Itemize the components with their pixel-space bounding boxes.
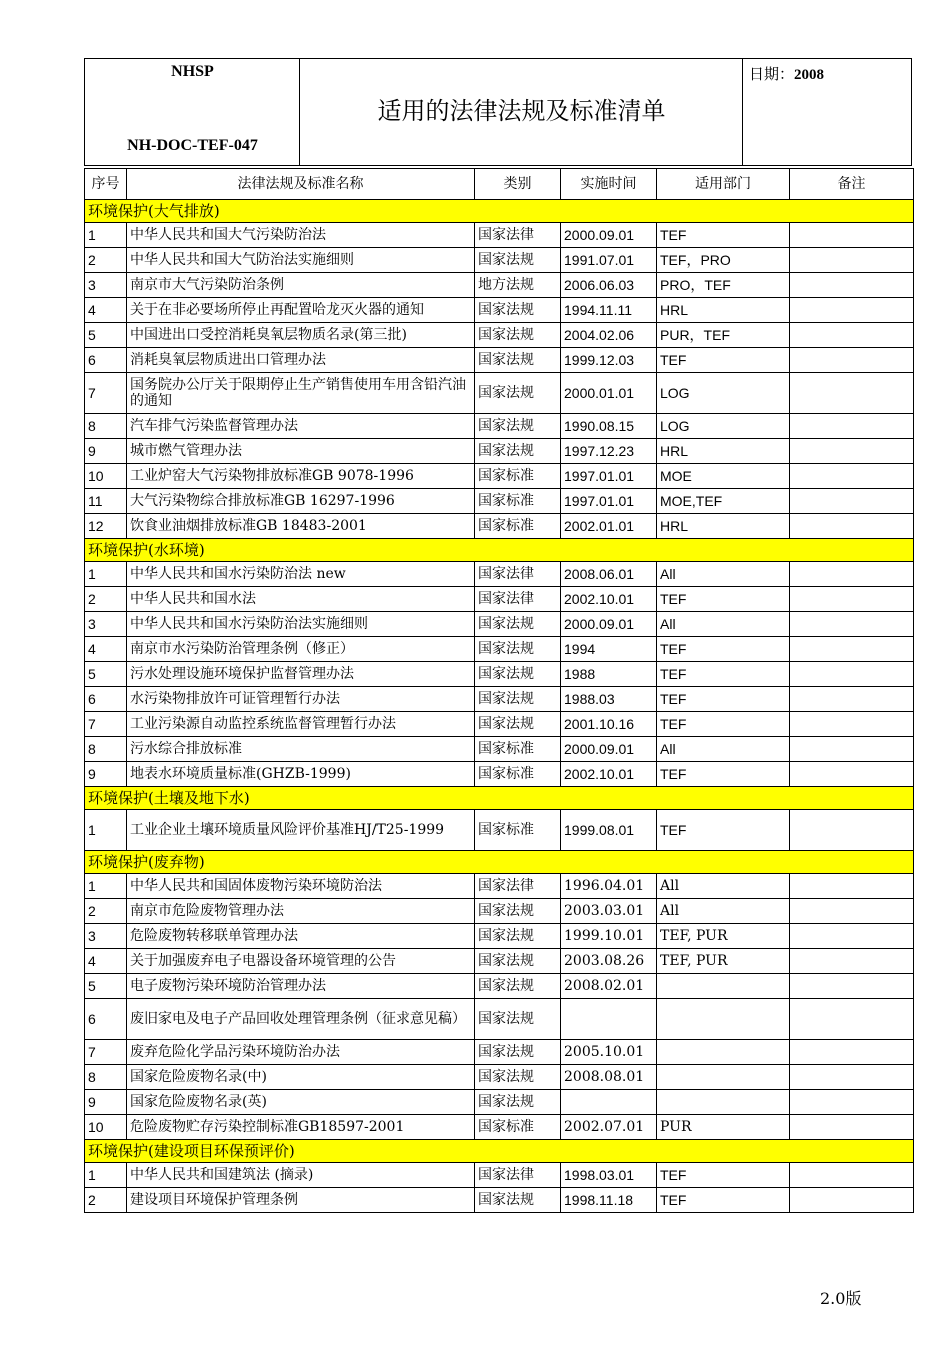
effective-date: 2003.08.26 xyxy=(561,949,657,974)
applicable-department: PRO，TEF xyxy=(657,273,790,298)
remark xyxy=(790,514,914,539)
col-header-type: 类别 xyxy=(475,169,561,200)
regulation-name: 饮食业油烟排放标准GB 18483-2001 xyxy=(127,514,475,539)
applicable-department xyxy=(657,1065,790,1090)
remark xyxy=(790,1188,914,1213)
regulation-type: 地方法规 xyxy=(475,273,561,298)
regulation-name: 城市燃气管理办法 xyxy=(127,439,475,464)
effective-date: 2004.02.06 xyxy=(561,323,657,348)
row-number: 1 xyxy=(85,1163,127,1188)
applicable-department: MOE xyxy=(657,464,790,489)
row-number: 3 xyxy=(85,924,127,949)
effective-date: 2002.01.01 xyxy=(561,514,657,539)
applicable-department: HRL xyxy=(657,298,790,323)
remark xyxy=(790,949,914,974)
regulation-type: 国家法规 xyxy=(475,323,561,348)
section-title: 环境保护(大气排放) xyxy=(85,200,914,223)
regulation-type: 国家标准 xyxy=(475,514,561,539)
section-title: 环境保护(废弃物) xyxy=(85,851,914,874)
section-header-row xyxy=(85,851,914,874)
row-number: 4 xyxy=(85,949,127,974)
applicable-department: PUR xyxy=(657,1115,790,1140)
table-row xyxy=(85,974,914,999)
applicable-department xyxy=(657,1090,790,1115)
applicable-department: TEF xyxy=(657,1188,790,1213)
col-header-no: 序号 xyxy=(85,169,127,200)
regulation-type: 国家法规 xyxy=(475,1188,561,1213)
remark xyxy=(790,637,914,662)
effective-date xyxy=(561,999,657,1040)
effective-date: 2003.03.01 xyxy=(561,899,657,924)
regulation-type: 国家法规 xyxy=(475,1090,561,1115)
row-number: 1 xyxy=(85,223,127,248)
regulation-name: 中华人民共和国水污染防治法 new xyxy=(127,562,475,587)
regulation-name: 建设项目环境保护管理条例 xyxy=(127,1188,475,1213)
effective-date: 1990.08.15 xyxy=(561,414,657,439)
row-number: 7 xyxy=(85,712,127,737)
row-number: 7 xyxy=(85,373,127,414)
table-row xyxy=(85,687,914,712)
effective-date: 1999.10.01 xyxy=(561,924,657,949)
row-number: 10 xyxy=(85,464,127,489)
regulation-name: 中华人民共和国水法 xyxy=(127,587,475,612)
table-row xyxy=(85,439,914,464)
table-row xyxy=(85,949,914,974)
remark xyxy=(790,1065,914,1090)
remark xyxy=(790,298,914,323)
remark xyxy=(790,464,914,489)
remark xyxy=(790,1040,914,1065)
table-row xyxy=(85,737,914,762)
table-row xyxy=(85,464,914,489)
col-header-note: 备注 xyxy=(790,169,914,200)
effective-date: 2005.10.01 xyxy=(561,1040,657,1065)
regulation-type: 国家法律 xyxy=(475,874,561,899)
effective-date: 2008.02.01 xyxy=(561,974,657,999)
regulation-name: 汽车排气污染监督管理办法 xyxy=(127,414,475,439)
remark xyxy=(790,712,914,737)
effective-date: 1997.12.23 xyxy=(561,439,657,464)
applicable-department: TEF xyxy=(657,223,790,248)
regulation-name: 国务院办公厅关于限期停止生产销售使用车用含铅汽油的通知 xyxy=(127,373,475,414)
applicable-department: TEF xyxy=(657,712,790,737)
remark xyxy=(790,373,914,414)
table-row xyxy=(85,298,914,323)
applicable-department: All xyxy=(657,874,790,899)
applicable-department: All xyxy=(657,899,790,924)
regulation-type: 国家标准 xyxy=(475,737,561,762)
table-row xyxy=(85,373,914,414)
remark xyxy=(790,762,914,787)
row-number: 8 xyxy=(85,737,127,762)
regulation-type: 国家法律 xyxy=(475,587,561,612)
row-number: 2 xyxy=(85,248,127,273)
remark xyxy=(790,414,914,439)
effective-date: 2000.01.01 xyxy=(561,373,657,414)
effective-date: 2000.09.01 xyxy=(561,612,657,637)
row-number: 10 xyxy=(85,1115,127,1140)
effective-date: 1998.11.18 xyxy=(561,1188,657,1213)
regulation-name: 中华人民共和国建筑法 (摘录) xyxy=(127,1163,475,1188)
table-row xyxy=(85,762,914,787)
table-row xyxy=(85,273,914,298)
regulation-name: 南京市水污染防治管理条例（修正） xyxy=(127,637,475,662)
regulation-name: 中华人民共和国水污染防治法实施细则 xyxy=(127,612,475,637)
remark xyxy=(790,489,914,514)
applicable-department: TEF, PUR xyxy=(657,949,790,974)
regulation-name: 南京市大气污染防治条例 xyxy=(127,273,475,298)
row-number: 9 xyxy=(85,1090,127,1115)
effective-date: 2002.07.01 xyxy=(561,1115,657,1140)
row-number: 1 xyxy=(85,874,127,899)
row-number: 8 xyxy=(85,1065,127,1090)
remark xyxy=(790,974,914,999)
remark xyxy=(790,662,914,687)
table-row xyxy=(85,348,914,373)
regulation-name: 污水综合排放标准 xyxy=(127,737,475,762)
regulation-type: 国家法规 xyxy=(475,712,561,737)
remark xyxy=(790,562,914,587)
regulation-type: 国家标准 xyxy=(475,489,561,514)
row-number: 12 xyxy=(85,514,127,539)
table-row xyxy=(85,514,914,539)
remark xyxy=(790,348,914,373)
table-row xyxy=(85,999,914,1040)
regulation-name: 工业污染源自动监控系统监督管理暂行办法 xyxy=(127,712,475,737)
effective-date: 1994 xyxy=(561,637,657,662)
regulation-name: 南京市危险废物管理办法 xyxy=(127,899,475,924)
table-row xyxy=(85,810,914,851)
remark xyxy=(790,874,914,899)
effective-date: 1996.04.01 xyxy=(561,874,657,899)
effective-date: 2000.09.01 xyxy=(561,223,657,248)
effective-date: 2000.09.01 xyxy=(561,737,657,762)
remark xyxy=(790,810,914,851)
regulation-type: 国家法规 xyxy=(475,298,561,323)
table-row xyxy=(85,1188,914,1213)
regulation-name: 消耗臭氧层物质进出口管理办法 xyxy=(127,348,475,373)
regulation-type: 国家标准 xyxy=(475,762,561,787)
table-row xyxy=(85,1163,914,1188)
table-row xyxy=(85,414,914,439)
regulation-type: 国家法规 xyxy=(475,1040,561,1065)
regulation-type: 国家法规 xyxy=(475,414,561,439)
regulation-name: 中华人民共和国大气污染防治法 xyxy=(127,223,475,248)
regulation-type: 国家法规 xyxy=(475,637,561,662)
section-header-row xyxy=(85,787,914,810)
effective-date: 2001.10.16 xyxy=(561,712,657,737)
row-number: 5 xyxy=(85,323,127,348)
table-row xyxy=(85,587,914,612)
page-title: 适用的法律法规及标准清单 xyxy=(377,97,666,125)
applicable-department: All xyxy=(657,737,790,762)
regulation-type: 国家法规 xyxy=(475,899,561,924)
table-row xyxy=(85,1090,914,1115)
table-row xyxy=(85,1115,914,1140)
regulation-type: 国家法规 xyxy=(475,949,561,974)
regulation-name: 污水处理设施环境保护监督管理办法 xyxy=(127,662,475,687)
effective-date: 2008.06.01 xyxy=(561,562,657,587)
applicable-department: TEF, PUR xyxy=(657,924,790,949)
row-number: 9 xyxy=(85,439,127,464)
regulation-type: 国家法律 xyxy=(475,562,561,587)
col-header-date: 实施时间 xyxy=(561,169,657,200)
table-row xyxy=(85,489,914,514)
col-header-name: 法律法规及标准名称 xyxy=(127,169,475,200)
table-row xyxy=(85,924,914,949)
remark xyxy=(790,687,914,712)
remark xyxy=(790,439,914,464)
effective-date: 1999.12.03 xyxy=(561,348,657,373)
remark xyxy=(790,899,914,924)
regulation-type: 国家标准 xyxy=(475,1115,561,1140)
regulation-name: 国家危险废物名录(英) xyxy=(127,1090,475,1115)
table-row xyxy=(85,223,914,248)
regulation-name: 中华人民共和国固体废物污染环境防治法 xyxy=(127,874,475,899)
remark xyxy=(790,587,914,612)
row-number: 3 xyxy=(85,612,127,637)
row-number: 9 xyxy=(85,762,127,787)
regulation-name: 中国进出口受控消耗臭氧层物质名录(第三批) xyxy=(127,323,475,348)
col-header-dept: 适用部门 xyxy=(657,169,790,200)
regulation-type: 国家法规 xyxy=(475,924,561,949)
remark xyxy=(790,924,914,949)
applicable-department xyxy=(657,1040,790,1065)
section-header-row xyxy=(85,200,914,223)
regulation-name: 国家危险废物名录(中) xyxy=(127,1065,475,1090)
regulation-type: 国家法规 xyxy=(475,439,561,464)
remark xyxy=(790,248,914,273)
regulation-type: 国家法规 xyxy=(475,1065,561,1090)
table-row xyxy=(85,323,914,348)
effective-date: 1988.03 xyxy=(561,687,657,712)
header-title-cell xyxy=(300,59,743,165)
remark xyxy=(790,999,914,1040)
date-value: 2008 xyxy=(794,67,825,83)
applicable-department: PUR，TEF xyxy=(657,323,790,348)
table-row xyxy=(85,662,914,687)
table-row xyxy=(85,712,914,737)
table-row xyxy=(85,874,914,899)
applicable-department: TEF xyxy=(657,810,790,851)
table-row xyxy=(85,1065,914,1090)
applicable-department xyxy=(657,974,790,999)
effective-date: 1991.07.01 xyxy=(561,248,657,273)
regulation-type: 国家法规 xyxy=(475,348,561,373)
regulation-type: 国家法规 xyxy=(475,612,561,637)
row-number: 6 xyxy=(85,348,127,373)
table-header-row xyxy=(85,169,914,200)
effective-date: 2002.10.01 xyxy=(561,762,657,787)
effective-date: 1994.11.11 xyxy=(561,298,657,323)
regulation-type: 国家法规 xyxy=(475,248,561,273)
regulation-type: 国家法规 xyxy=(475,999,561,1040)
header-left-cell xyxy=(85,59,300,165)
regulation-name: 工业炉窑大气污染物排放标准GB 9078-1996 xyxy=(127,464,475,489)
regulation-type: 国家法规 xyxy=(475,373,561,414)
remark xyxy=(790,323,914,348)
applicable-department: HRL xyxy=(657,439,790,464)
row-number: 2 xyxy=(85,587,127,612)
regulation-name: 关于在非必要场所停止再配置哈龙灭火器的通知 xyxy=(127,298,475,323)
row-number: 4 xyxy=(85,298,127,323)
version-label: 2.0版 xyxy=(820,1289,862,1308)
row-number: 6 xyxy=(85,999,127,1040)
applicable-department: HRL xyxy=(657,514,790,539)
applicable-department: LOG xyxy=(657,414,790,439)
row-number: 5 xyxy=(85,974,127,999)
document-header xyxy=(84,58,912,166)
row-number: 7 xyxy=(85,1040,127,1065)
regulation-name: 地表水环境质量标准(GHZB-1999) xyxy=(127,762,475,787)
regulation-type: 国家法规 xyxy=(475,974,561,999)
applicable-department: TEF xyxy=(657,662,790,687)
table-row xyxy=(85,562,914,587)
regulation-name: 中华人民共和国大气防治法实施细则 xyxy=(127,248,475,273)
section-title: 环境保护(土壤及地下水) xyxy=(85,787,914,810)
regulation-name: 大气污染物综合排放标准GB 16297-1996 xyxy=(127,489,475,514)
regulation-name: 关于加强废弃电子电器设备环境管理的公告 xyxy=(127,949,475,974)
remark xyxy=(790,273,914,298)
applicable-department: TEF xyxy=(657,637,790,662)
applicable-department xyxy=(657,999,790,1040)
table-row xyxy=(85,612,914,637)
row-number: 4 xyxy=(85,637,127,662)
regulation-name: 废旧家电及电子产品回收处理管理条例（征求意见稿） xyxy=(127,999,475,1040)
date-field xyxy=(749,63,824,84)
applicable-department: TEF xyxy=(657,1163,790,1188)
table-row xyxy=(85,248,914,273)
effective-date: 2002.10.01 xyxy=(561,587,657,612)
row-number: 3 xyxy=(85,273,127,298)
remark xyxy=(790,1090,914,1115)
regulation-name: 危险废物贮存污染控制标准GB18597-2001 xyxy=(127,1115,475,1140)
regulation-type: 国家法规 xyxy=(475,662,561,687)
regulation-name: 电子废物污染环境防治管理办法 xyxy=(127,974,475,999)
effective-date: 1997.01.01 xyxy=(561,489,657,514)
row-number: 2 xyxy=(85,1188,127,1213)
effective-date: 1988 xyxy=(561,662,657,687)
applicable-department: TEF，PRO xyxy=(657,248,790,273)
remark xyxy=(790,1163,914,1188)
regulations-table xyxy=(84,168,914,1213)
table-row xyxy=(85,1040,914,1065)
table-row xyxy=(85,637,914,662)
remark xyxy=(790,1115,914,1140)
applicable-department: All xyxy=(657,612,790,637)
row-number: 1 xyxy=(85,562,127,587)
row-number: 8 xyxy=(85,414,127,439)
regulation-type: 国家法律 xyxy=(475,1163,561,1188)
regulation-name: 工业企业土壤环境质量风险评价基准HJ/T25-1999 xyxy=(127,810,475,851)
effective-date: 1999.08.01 xyxy=(561,810,657,851)
applicable-department: TEF xyxy=(657,687,790,712)
effective-date xyxy=(561,1090,657,1115)
remark xyxy=(790,612,914,637)
regulation-type: 国家法规 xyxy=(475,687,561,712)
applicable-department: TEF xyxy=(657,587,790,612)
date-label: 日期： xyxy=(749,65,795,83)
effective-date: 1997.01.01 xyxy=(561,464,657,489)
regulation-type: 国家标准 xyxy=(475,464,561,489)
document-code: NH-DOC-TEF-047 xyxy=(127,137,258,154)
row-number: 5 xyxy=(85,662,127,687)
applicable-department: MOE,TEF xyxy=(657,489,790,514)
effective-date: 2006.06.03 xyxy=(561,273,657,298)
applicable-department: LOG xyxy=(657,373,790,414)
remark xyxy=(790,737,914,762)
effective-date: 1998.03.01 xyxy=(561,1163,657,1188)
section-header-row xyxy=(85,539,914,562)
row-number: 1 xyxy=(85,810,127,851)
regulation-name: 危险废物转移联单管理办法 xyxy=(127,924,475,949)
regulation-type: 国家法律 xyxy=(475,223,561,248)
applicable-department: TEF xyxy=(657,348,790,373)
remark xyxy=(790,223,914,248)
section-title: 环境保护(建设项目环保预评价) xyxy=(85,1140,914,1163)
effective-date: 2008.08.01 xyxy=(561,1065,657,1090)
applicable-department: TEF xyxy=(657,762,790,787)
table-row xyxy=(85,899,914,924)
row-number: 2 xyxy=(85,899,127,924)
regulation-name: 废弃危险化学品污染环境防治办法 xyxy=(127,1040,475,1065)
row-number: 11 xyxy=(85,489,127,514)
company-name: NHSP xyxy=(171,63,214,80)
section-header-row xyxy=(85,1140,914,1163)
row-number: 6 xyxy=(85,687,127,712)
section-title: 环境保护(水环境) xyxy=(85,539,914,562)
applicable-department: All xyxy=(657,562,790,587)
regulation-type: 国家标准 xyxy=(475,810,561,851)
regulation-name: 水污染物排放许可证管理暂行办法 xyxy=(127,687,475,712)
